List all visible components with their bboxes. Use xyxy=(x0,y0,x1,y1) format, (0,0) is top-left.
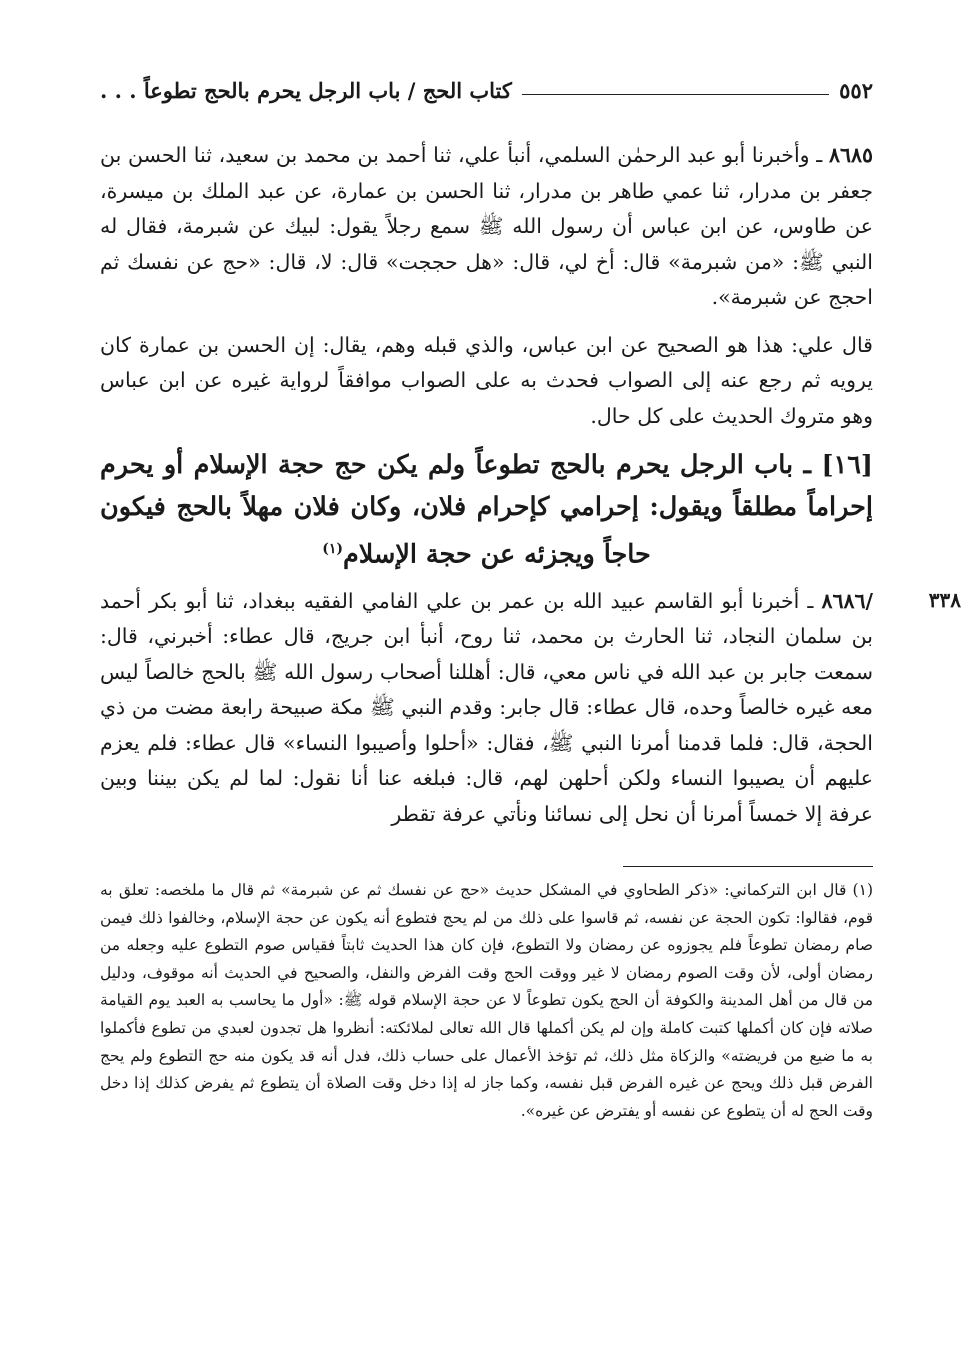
hadith-8686-block xyxy=(100,584,961,833)
hadith-text: ـ أخبرنا أبو القاسم عبيد الله بن عمر بن علي الفامي الفقيه ببغداد، ثنا أبو بكر أحمد بن سلمان النجاد، ثنا الحارث بن محمد، ثنا روح، أنبأ ابن جريج، قال عطاء: أخبرني، قال: سمعت جابر بن عبد الله في ناس معي، قال: أهللنا أصحاب رسول الله ﷺ بالحج خالصاً ليس معه غيره خالصاً وحده، قال عطاء: قال جابر: وقدم النبي ﷺ مكة صبيحة رابعة مضت من ذي الحجة، قال: فلما قدمنا أمرنا النبي ﷺ، فقال: «أحلوا وأصيبوا النساء» قال عطاء: فلم يعزم عليهم أن يصيبوا النساء ولكن أحلهن لهم، قال: فبلغه عنا أنا نقول: لما لم يكن بيننا وبين عرفة إلا خمساً أمرنا أن نحل إلى نسائنا ونأتي عرفة تقطر xyxy=(100,588,873,826)
page-number: ٥٥٢ xyxy=(839,77,873,103)
chapter-heading-text: [١٦] ـ باب الرجل يحرم بالحج تطوعاً ولم يكن حج حجة الإسلام أو يحرم إحراماً مطلقاً ويقول: إحرامي كإحرام فلان، وكان فلان مهلاً بالحج فيكون حاجاً ويجزئه عن حجة الإسلام xyxy=(100,450,873,570)
hadith-8686 xyxy=(100,584,873,833)
footnote: (١) قال ابن التركماني: «ذكر الطحاوي في المشكل حديث «حج عن نفسك ثم عن شبرمة» ثم قال ما ملخصه: تعلق به قوم، فقالوا: تكون الحجة عن نفسه، ثم قاسوا على ذلك من لم يحج فتطوع أنه يكون عن حجة الإسلام، وخالفوا ذلك فيمن صام رمضان تطوعاً فلم يجوزوه عن رمضان ولا التطوع، فإن كان هذا الحديث ثابتاً فقياس صوم التطوع عليه وجعله من رمضان أولى، لأن وقت الصوم رمضان لا غير ووقت الحج وقت الفرض والنفل، والصحيح في الحديث أنه موقوف، ودليل من قال من أهل المدينة والكوفة أن الحج يكون تطوعاً لا عن حجة الإسلام قوله ﷺ: «أول ما يحاسب به العبد يوم القيامة صلاته فإن كان أكملها كتبت كاملة وإن لم يكن أكملها قال الله تعالى لملائكته: أنظروا هل تجدون لعبدي من تطوع فأكملوا به ما ضيع من فريضته» والزكاة مثل ذلك، ثم تؤخذ الأعمال على حساب ذلك، فدل أنه قد يكون منه حج التطوع ولم يحج الفرض قبل ذلك ويحج عن غيره الفرض قبل نفسه، وكما جاز له إذا دخل وقت الصلاة أن يتطوع ثم يفرض كذلك إذا دخل وقت الحج له أن يتطوع عن نفسه أو يفترض عن غيره». xyxy=(100,881,873,1120)
running-header xyxy=(100,70,873,110)
hadith-number: ٨٦٨٥ xyxy=(828,143,873,167)
commentary-paragraph: قال علي: هذا هو الصحيح عن ابن عباس، والذي قبله وهم، يقال: إن الحسن بن عمارة كان يرويه ثم رجع عنه إلى الصواب فحدث به على الصواب موافقاً لرواية غيره عن ابن عباس وهو متروك الحديث على كل حال. xyxy=(100,332,873,428)
hadith-number: /٨٦٨٦ xyxy=(821,588,873,613)
hadith-text: ـ وأخبرنا أبو عبد الرحمٰن السلمي، أنبأ علي، ثنا أحمد بن محمد بن سعيد، ثنا الحسن بن جعفر بن مدرار، ثنا عمي طاهر بن مدرار، ثنا الحسن بن عمارة، عن عبد الملك بن ميسرة، عن طاوس، عن ابن عباس أن رسول الله ﷺ سمع رجلاً يقول: لبيك عن شبرمة، فقال له النبي ﷺ: «من شبرمة» قال: أخ لي، قال: «هل حججت» قال: لا، قال: «حج عن نفسك ثم احجج عن شبرمة». xyxy=(100,143,873,309)
margin-page-number: ٣٣٨ xyxy=(928,587,961,612)
footnote-marker: (١) xyxy=(322,541,343,557)
hadith-8685 xyxy=(100,138,873,316)
book-page xyxy=(100,70,961,1310)
footnote-separator xyxy=(623,866,873,867)
chapter-heading xyxy=(100,444,873,576)
header-rule xyxy=(522,94,829,95)
running-title: كتاب الحج / باب الرجل يحرم بالحج تطوعاً . . . xyxy=(100,77,512,103)
